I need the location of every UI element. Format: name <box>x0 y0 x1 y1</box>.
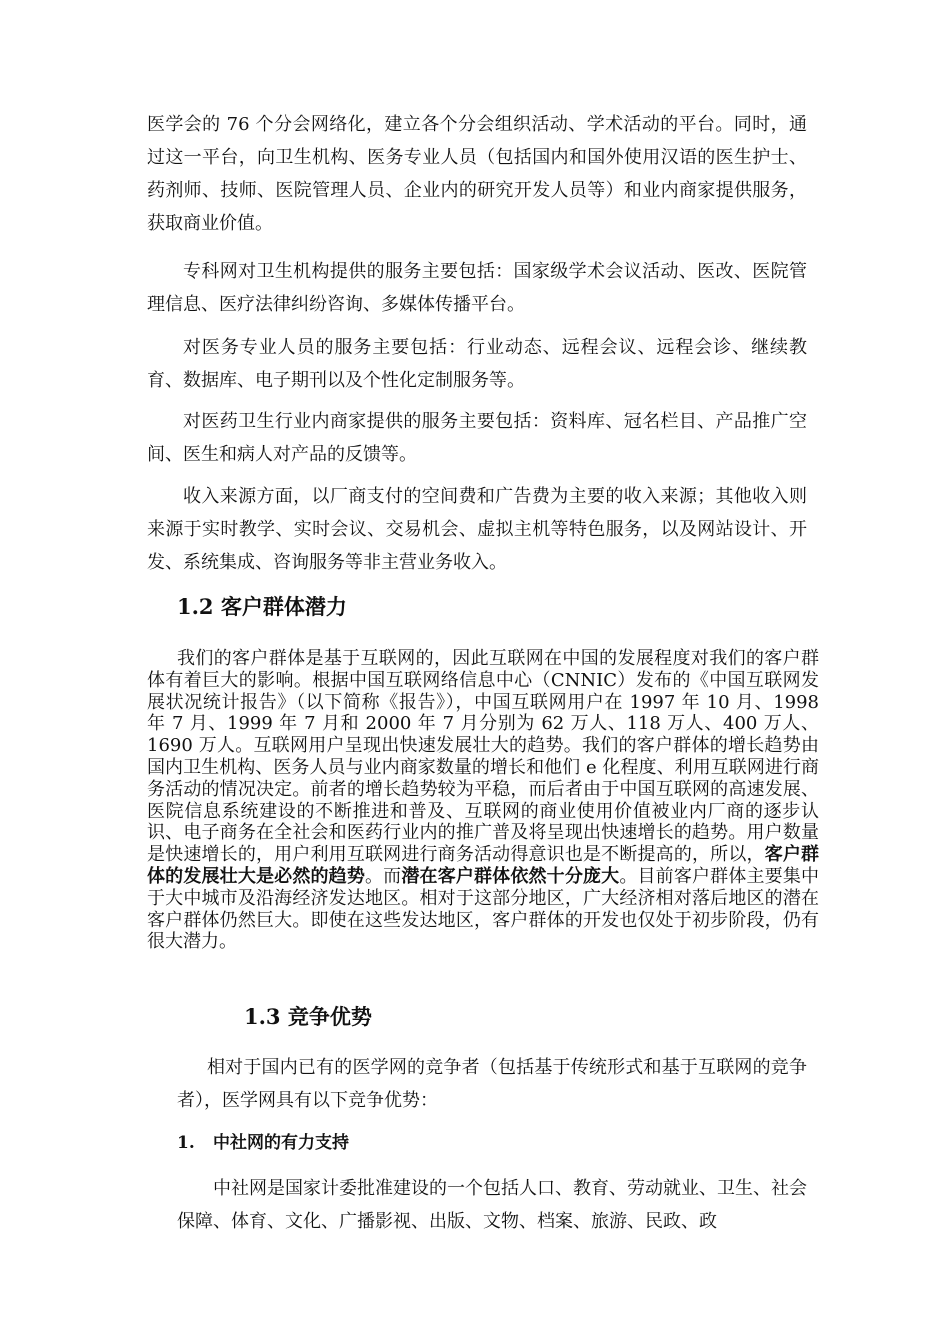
section-heading-1-2: 1.2 客户群体潜力 <box>177 594 347 619</box>
text-run: 。而 <box>365 865 402 887</box>
paragraph-5: 收入来源方面，以厂商支付的空间费和广告费为主要的收入来源；其他收入则来源于实时教学、实时会议、交易机会、虚拟主机等特色服务，以及网站设计、开发、系统集成、咨询服务等非主营业务收入。 <box>147 486 807 573</box>
paragraph-1: 医学会的 76 个分会网络化，建立各个分会组织活动、学术活动的平台。同时，通过这一平台，向卫生机构、医务专业人员（包括国内和国外使用汉语的医生护士、药剂师、技师、医院管理人员、企业内的研究开发人员等）和业内商家提供服务，获取商业价值。 <box>147 114 807 234</box>
paragraph-competition-intro: 相对于国内已有的医学网的竞争者（包括基于传统形式和基于互联网的竞争者），医学网具有以下竞争优势： <box>177 1057 807 1111</box>
text-run: 我们的客户群体是基于互联网的，因此互联网在中国的发展程度对我们的客户群体有着巨大的影响。根据中国互联网络信息中心（CNNIC）发布的《中国互联网发展状况统计报告》（以下简称《报告》），中国互联网用户在 1997 年 10 月、1998 年 7 月、1999 年 7 月和 2000 年 7 月分别为 62 万人、118 万人、400 万人、1690 万人。互联网用户呈现出快速发展壮大的趋势。我们的客户群体的增长趋势由国内卫生机构、医务人员与业内商家数量的增长和他们 e 化程度、利用互联网进行商务活动的情况决定。前者的增长趋势较为平稳，而后者由于中国互联网的高速发展、医院信息系统建设的不断推进和普及、互联网的商业使用价值被业内厂商的逐步认识、电子商务在全社会和医药行业内的推广普及将呈现出快速增长的趋势。用户数量是快速增长的，用户利用互联网进行商务活动得意识也是不断提高的，所以， <box>147 648 819 866</box>
subheading-1 <box>177 1130 349 1156</box>
text-run: 。目前客户群体主要集中于大中城市及沿海经济发达地区。相对于这部分地区，广大经济相对落后地区的潜在客户群体仍然巨大。即使在这些发达地区，客户群体的开发也仅处于初步阶段，仍有很大潜力。 <box>147 865 820 953</box>
subheading-text: 中社网的有力支持 <box>213 1133 349 1153</box>
paragraph-4: 对医药卫生行业内商家提供的服务主要包括：资料库、冠名栏目、产品推广空间、医生和病人对产品的反馈等。 <box>147 411 807 465</box>
emphasis-potential-customers: 潜在客户群体依然十分庞大 <box>401 865 620 887</box>
paragraph-2: 专科网对卫生机构提供的服务主要包括：国家级学术会议活动、医改、医院管理信息、医疗法律纠纷咨询、多媒体传播平台。 <box>147 261 807 315</box>
section-heading-1-3: 1.3 竞争优势 <box>244 1004 372 1029</box>
paragraph-3: 对医务专业人员的服务主要包括：行业动态、远程会议、远程会诊、继续教育、数据库、电子期刊以及个性化定制服务等。 <box>147 337 807 391</box>
list-number: 1. <box>177 1133 195 1153</box>
paragraph-customer-potential <box>147 648 819 953</box>
paragraph-csn-support: 中社网是国家计委批准建设的一个包括人口、教育、劳动就业、卫生、社会保障、体育、文化、广播影视、出版、文物、档案、旅游、民政、政 <box>177 1178 807 1232</box>
emphasis-inevitable-trend: 客户群体的发展壮大是必然的趋势 <box>147 844 820 887</box>
